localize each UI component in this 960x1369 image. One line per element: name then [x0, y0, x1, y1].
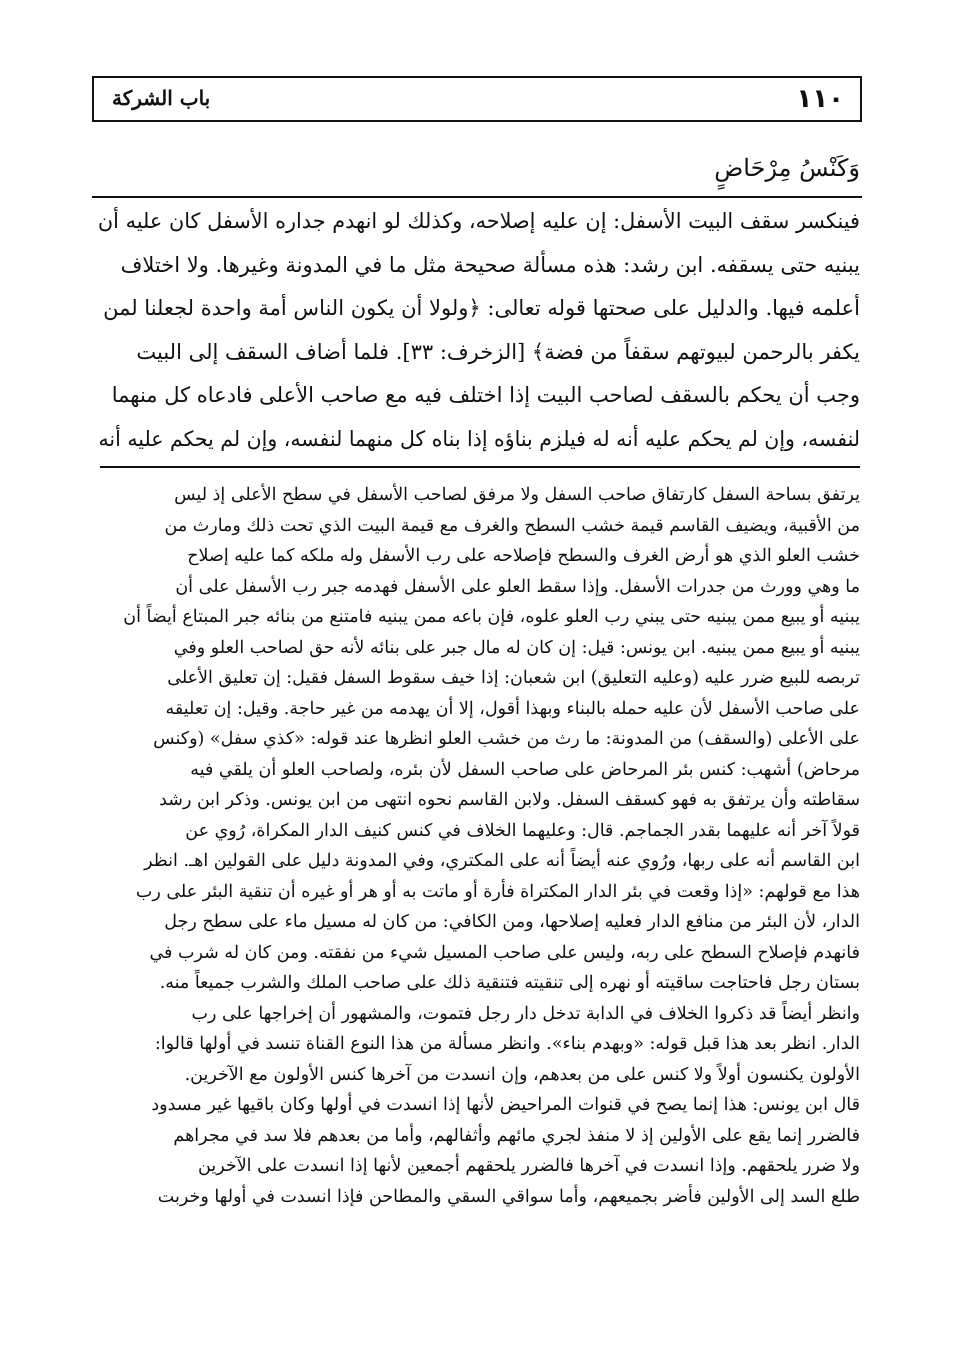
hashiya-line: سقاطته وأن يرتفق به فهو كسقف السفل. ولابن القاسم نحوه انتهى من ابن يونس. وذكر ابن رشد	[159, 790, 860, 810]
sharh-line: يكفر بالرحمن لبيوتهم سقفاً من فضة﴾ [الزخرف: ٣٣]. فلما أضاف السقف إلى البيت	[136, 339, 860, 364]
hashiya-line: مرحاض) أشهب: كنس بئر المرحاض على صاحب السفل لأن بئره، ولصاحب العلو أن يلقي فيه	[190, 759, 860, 780]
chapter-title: باب الشركة	[112, 86, 211, 110]
hashiya-line: يرتفق بساحة السفل كارتفاق صاحب السفل ولا مرفق لصاحب الأسفل في سطح الأعلى إذ ليس	[174, 485, 860, 505]
hashiya-line: طلع السد إلى الأولين فأضر بجميعهم، وأما سواقي السقي والمطاحن فإذا انسدت في أولها وخربت	[157, 1186, 860, 1207]
hashiya-line: الأولون يكنسون أولاً ولا كنس على من بعدهم، وإن انسدت من آخرها كنس الأولون مع الآخرين.	[184, 1064, 860, 1085]
sharh-commentary	[98, 200, 860, 461]
hashiya-line: الدار. انظر بعد هذا قبل قوله: «وبهدم بناء». وانظر مسألة من هذا النوع القناة تنسد في أولها قالوا:	[154, 1034, 860, 1054]
hashiya-line: خشب العلو الذي هو أرض الغرف والسطح فإصلاحه على رب الأسفل وله ملكه كما عليه إصلاح	[187, 546, 860, 566]
hashiya-line: قولاً آخر أنه عليهما بقدر الجماجم. قال: وعليهما الخلاف في كنس كنيف الدار المكراة، رُوي عن	[185, 820, 860, 841]
hashiya-line: قال ابن يونس: هذا إنما يصح في قنوات المراحيض لأنها إذا انسدت في أولها وكان باقيها غير مسدود	[151, 1095, 860, 1115]
sharh-line: لنفسه، وإن لم يحكم عليه أنه له فيلزم بناؤه إذا بناه كل منهما لنفسه، وإن لم يحكم عليه أنه	[98, 426, 861, 451]
sharh-line: أعلمه فيها. والدليل على صحتها قوله تعالى: ﴿ولولا أن يكون الناس أمة واحدة لجعلنا لمن	[103, 296, 860, 320]
hashiya-line: فانهدم فإصلاح السطح على ربه، وليس على صاحب المسيل شيء من نفقته. ومن كان له شرب في	[149, 942, 860, 963]
sharh-line: وجب أن يحكم بالسقف لصاحب البيت إذا اختلف فيه مع صاحب الأعلى فادعاه كل منهما	[111, 383, 860, 407]
hashiya-line: هذا مع قولهم: «إذا وقعت في بئر الدار المكتراة فأرة أو ماتت به أو هر أو غيره أن تنقية البئر على رب	[135, 881, 860, 902]
hashiya-line: بستان رجل فاحتاجت ساقيته أو نهره إلى تنقيته فتنقية ذلك على صاحب الملك والشرب جميعاً منه.	[159, 973, 860, 993]
sharh-line: يبنيه حتى يسقفه. ابن رشد: هذه مسألة صحيحة مثل ما في المدونة وغيرها. ولا اختلاف	[120, 252, 860, 277]
hashiya-line: فالضرر إنما يقع على الأولين إذ لا منفذ لجري مائهم وأثفالهم، وأما من بعدهم فلا سد في مجراهم	[173, 1125, 860, 1146]
hashiya-line: ابن القاسم أنه على ربها، ورُوي عنه أيضاً أنه على المكتري، وفي المدونة دليل على القولين اهـ. انظر	[144, 851, 860, 871]
divider-footnote	[100, 466, 860, 468]
hashiya-footnotes	[98, 480, 860, 1212]
hashiya-line: على الأعلى (والسقف) من المدونة: ما رث من خشب العلو انظرها عند قوله: «كذي سفل» (وكنس	[153, 729, 860, 749]
hashiya-line: تربصه للبيع ضرر عليه (وعليه التعليق) ابن شعبان: إذا خيف سقوط السفل فقيل: إن تعليق الأعلى	[167, 668, 860, 688]
page-number: ١١٠	[796, 84, 844, 114]
hashiya-line: وانظر أيضاً قد ذكروا الخلاف في الدابة تدخل دار رجل فتموت، والمشهور أن إخراجها على رب	[191, 1003, 860, 1024]
hashiya-line: على صاحب الأسفل لأن عليه حمله بالبناء وبهذا أقول، إلا أن يهدمه من غير حاجة. وقيل: إن تعليقه	[165, 698, 860, 719]
sharh-line: فينكسر سقف البيت الأسفل: إن عليه إصلاحه، وكذلك لو انهدم جداره الأسفل كان عليه أن	[97, 209, 860, 233]
hashiya-line: الدار، لأن البئر من منافع الدار فعليه إصلاحها، ومن الكافي: من كان له مسيل ماء على سطح رجل	[164, 912, 860, 932]
hashiya-line: يبنيه أو يبيع ممن يبنيه حتى يبني رب العلو علوه، فإن باعه ممن يبنيه فامتنع من بنائه جبر المبتاع أيضاً أن	[123, 607, 860, 627]
matn-text: وَكَنْسُ مِرْحَاضٍ	[714, 154, 860, 182]
hashiya-line: من الأقبية، ويضيف القاسم قيمة خشب السطح والغرف مع قيمة البيت الذي تحت ذلك ومارث من	[164, 515, 860, 536]
hashiya-line: يبنيه أو يبيع ممن يبنيه. ابن يونس: قيل: إن كان له مال جبر على بنائه لأنه حق لصاحب العلو وفي	[173, 637, 860, 658]
hashiya-line: ما وهي وورث من جدرات الأسفل. وإذا سقط العلو على الأسفل فهدمه جبر رب الأسفل على أن	[175, 576, 860, 597]
hashiya-line: ولا ضرر يلحقهم. وإذا انسدت في آخرها فالضرر يلحقهم أجمعين لأنها إذا انسدت على الآخرين	[198, 1156, 860, 1176]
page-header	[92, 76, 862, 122]
divider-top	[92, 196, 862, 198]
